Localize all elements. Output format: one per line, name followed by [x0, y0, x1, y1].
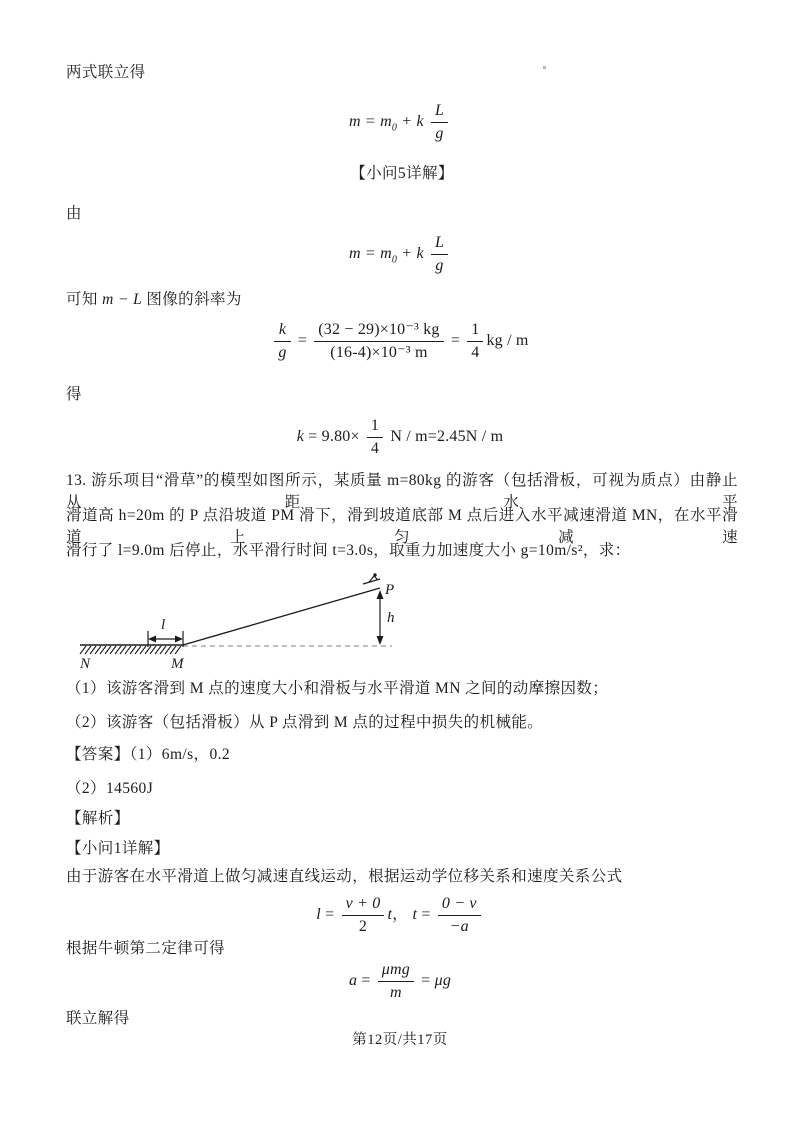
newton-intro-line: 根据牛顿第二定律可得 — [66, 940, 226, 957]
question13-part1: （1）该游客滑到 M 点的速度大小和滑板与水平滑道 MN 之间的动摩擦因数； — [66, 680, 609, 697]
point-n-label: N — [80, 656, 91, 672]
ground-hatching — [80, 646, 181, 654]
math-mid: + k — [397, 245, 424, 263]
slope-post: 图像的斜率为 — [142, 291, 242, 308]
fraction-denominator: 2 — [358, 918, 368, 935]
conclude-label: 联立解得 — [66, 1010, 130, 1027]
question13-line3: 滑行了 l=9.0m 后停止，水平滑行时间 t=3.0s，取重力加速度大小 g=10m/s²，求： — [66, 542, 631, 559]
l-label: l — [161, 617, 166, 633]
fraction — [431, 233, 448, 276]
equals-sign: = — [450, 332, 461, 350]
math-mid: + k — [397, 113, 424, 131]
fraction-numerator: L — [431, 101, 448, 123]
fraction-numerator: μmg — [378, 960, 414, 982]
fraction — [378, 960, 414, 1003]
fraction — [342, 894, 385, 937]
fraction-numerator: (32 − 29)×10⁻³ kg — [314, 320, 443, 342]
answer-line2: （2）14560J — [66, 780, 154, 797]
answer-line1: 【答案】（1）6m/s，0.2 — [66, 746, 231, 763]
math-lhs: m = m — [348, 245, 392, 263]
fraction-denominator: g — [435, 125, 444, 142]
fraction — [431, 101, 448, 144]
math-subscript: 0 — [391, 254, 398, 266]
math-lhs2: t — [412, 906, 418, 924]
math-lhs: a — [348, 972, 358, 990]
point-m-label: M — [171, 656, 184, 672]
fraction — [314, 320, 443, 363]
slope-math: m − L — [102, 291, 143, 308]
fraction-numerator: L — [431, 233, 448, 255]
math-var-t: t — [387, 906, 393, 924]
math-lhs: l — [316, 906, 321, 924]
fraction — [367, 416, 383, 459]
comma-separator: ， — [392, 906, 413, 924]
fraction-denominator: m — [389, 984, 402, 1001]
fraction-numerator: 0 − v — [438, 894, 481, 916]
slope-intro-line — [66, 289, 738, 311]
h-arrow-top-head — [377, 590, 384, 599]
fraction-numerator: 1 — [367, 416, 383, 438]
explanation-line1: 由于游客在水平滑道上做匀减速直线运动，根据运动学位移关系和速度关系公式 — [66, 868, 623, 885]
fraction-numerator: v + 0 — [342, 894, 385, 916]
question13-line1: 13. 游乐项目“滑草”的模型如图所示，某质量 m=80kg 的游客（包括滑板，可视为质点）由静止从距水平 — [66, 472, 738, 511]
equals-sign: = — [416, 972, 435, 990]
l-arrow-right-head — [175, 636, 183, 643]
get-label: 得 — [66, 386, 82, 403]
formula-kinematics — [0, 894, 800, 937]
slope-pre: 可知 — [66, 291, 103, 308]
math-subscript: 0 — [391, 122, 398, 134]
fraction — [274, 320, 290, 363]
combine-equations-label: 两式联立得 — [66, 64, 146, 81]
h-label: h — [387, 610, 395, 626]
fraction-denominator: (16-4)×10⁻³ m — [330, 344, 428, 361]
formula-k-value — [0, 416, 800, 459]
analysis-header: 【解析】 — [66, 810, 130, 827]
fraction-denominator: g — [435, 257, 444, 274]
equals-sign: = — [357, 972, 375, 990]
fraction-denominator: −a — [449, 918, 469, 935]
subquestion-1-header: 【小问1详解】 — [66, 840, 170, 857]
equals-sign: = — [297, 332, 308, 350]
incline-line — [183, 588, 380, 645]
formula-newton — [0, 960, 800, 1003]
question13-part2: （2）该游客（包括滑板）从 P 点滑到 M 点的过程中损失的机械能。 — [66, 714, 544, 731]
math-rhs: μg — [434, 972, 452, 990]
formula-mass-equation-2 — [0, 233, 800, 276]
equals-sign: = — [417, 906, 435, 924]
unit-text: N / m=2.45N / m — [386, 428, 504, 446]
fraction-denominator: 4 — [471, 344, 480, 361]
math-lhs: k — [296, 428, 305, 446]
equals-sign: = — [320, 906, 339, 924]
point-p-label: P — [385, 582, 395, 598]
page-footer: 第12页/共17页 — [352, 1032, 448, 1048]
formula-mass-equation-1 — [0, 101, 800, 144]
math-lhs: m = m — [348, 113, 392, 131]
fraction-denominator: g — [278, 344, 287, 361]
equals-sign: = 9.80× — [304, 428, 360, 446]
fraction-denominator: 4 — [370, 440, 380, 457]
subquestion-5-header: 【小问5详解】 — [350, 165, 454, 182]
question13-line2: 滑道高 h=20m 的 P 点沿坡道 PM 滑下，滑到坡道底部 M 点后进入水平减速滑道 MN，在水平滑道上匀减速 — [66, 507, 738, 546]
fraction-numerator: k — [274, 320, 290, 342]
fraction — [438, 894, 481, 937]
formula-slope-value — [0, 320, 800, 363]
slide-model-diagram — [70, 572, 405, 674]
h-arrow-bottom-head — [377, 636, 384, 645]
skier-icon — [363, 573, 380, 584]
unit-text: kg / m — [486, 332, 529, 350]
by-label: 由 — [66, 205, 82, 222]
fraction — [467, 320, 483, 363]
l-arrow-left-head — [148, 636, 156, 643]
fraction-numerator: 1 — [467, 320, 483, 342]
